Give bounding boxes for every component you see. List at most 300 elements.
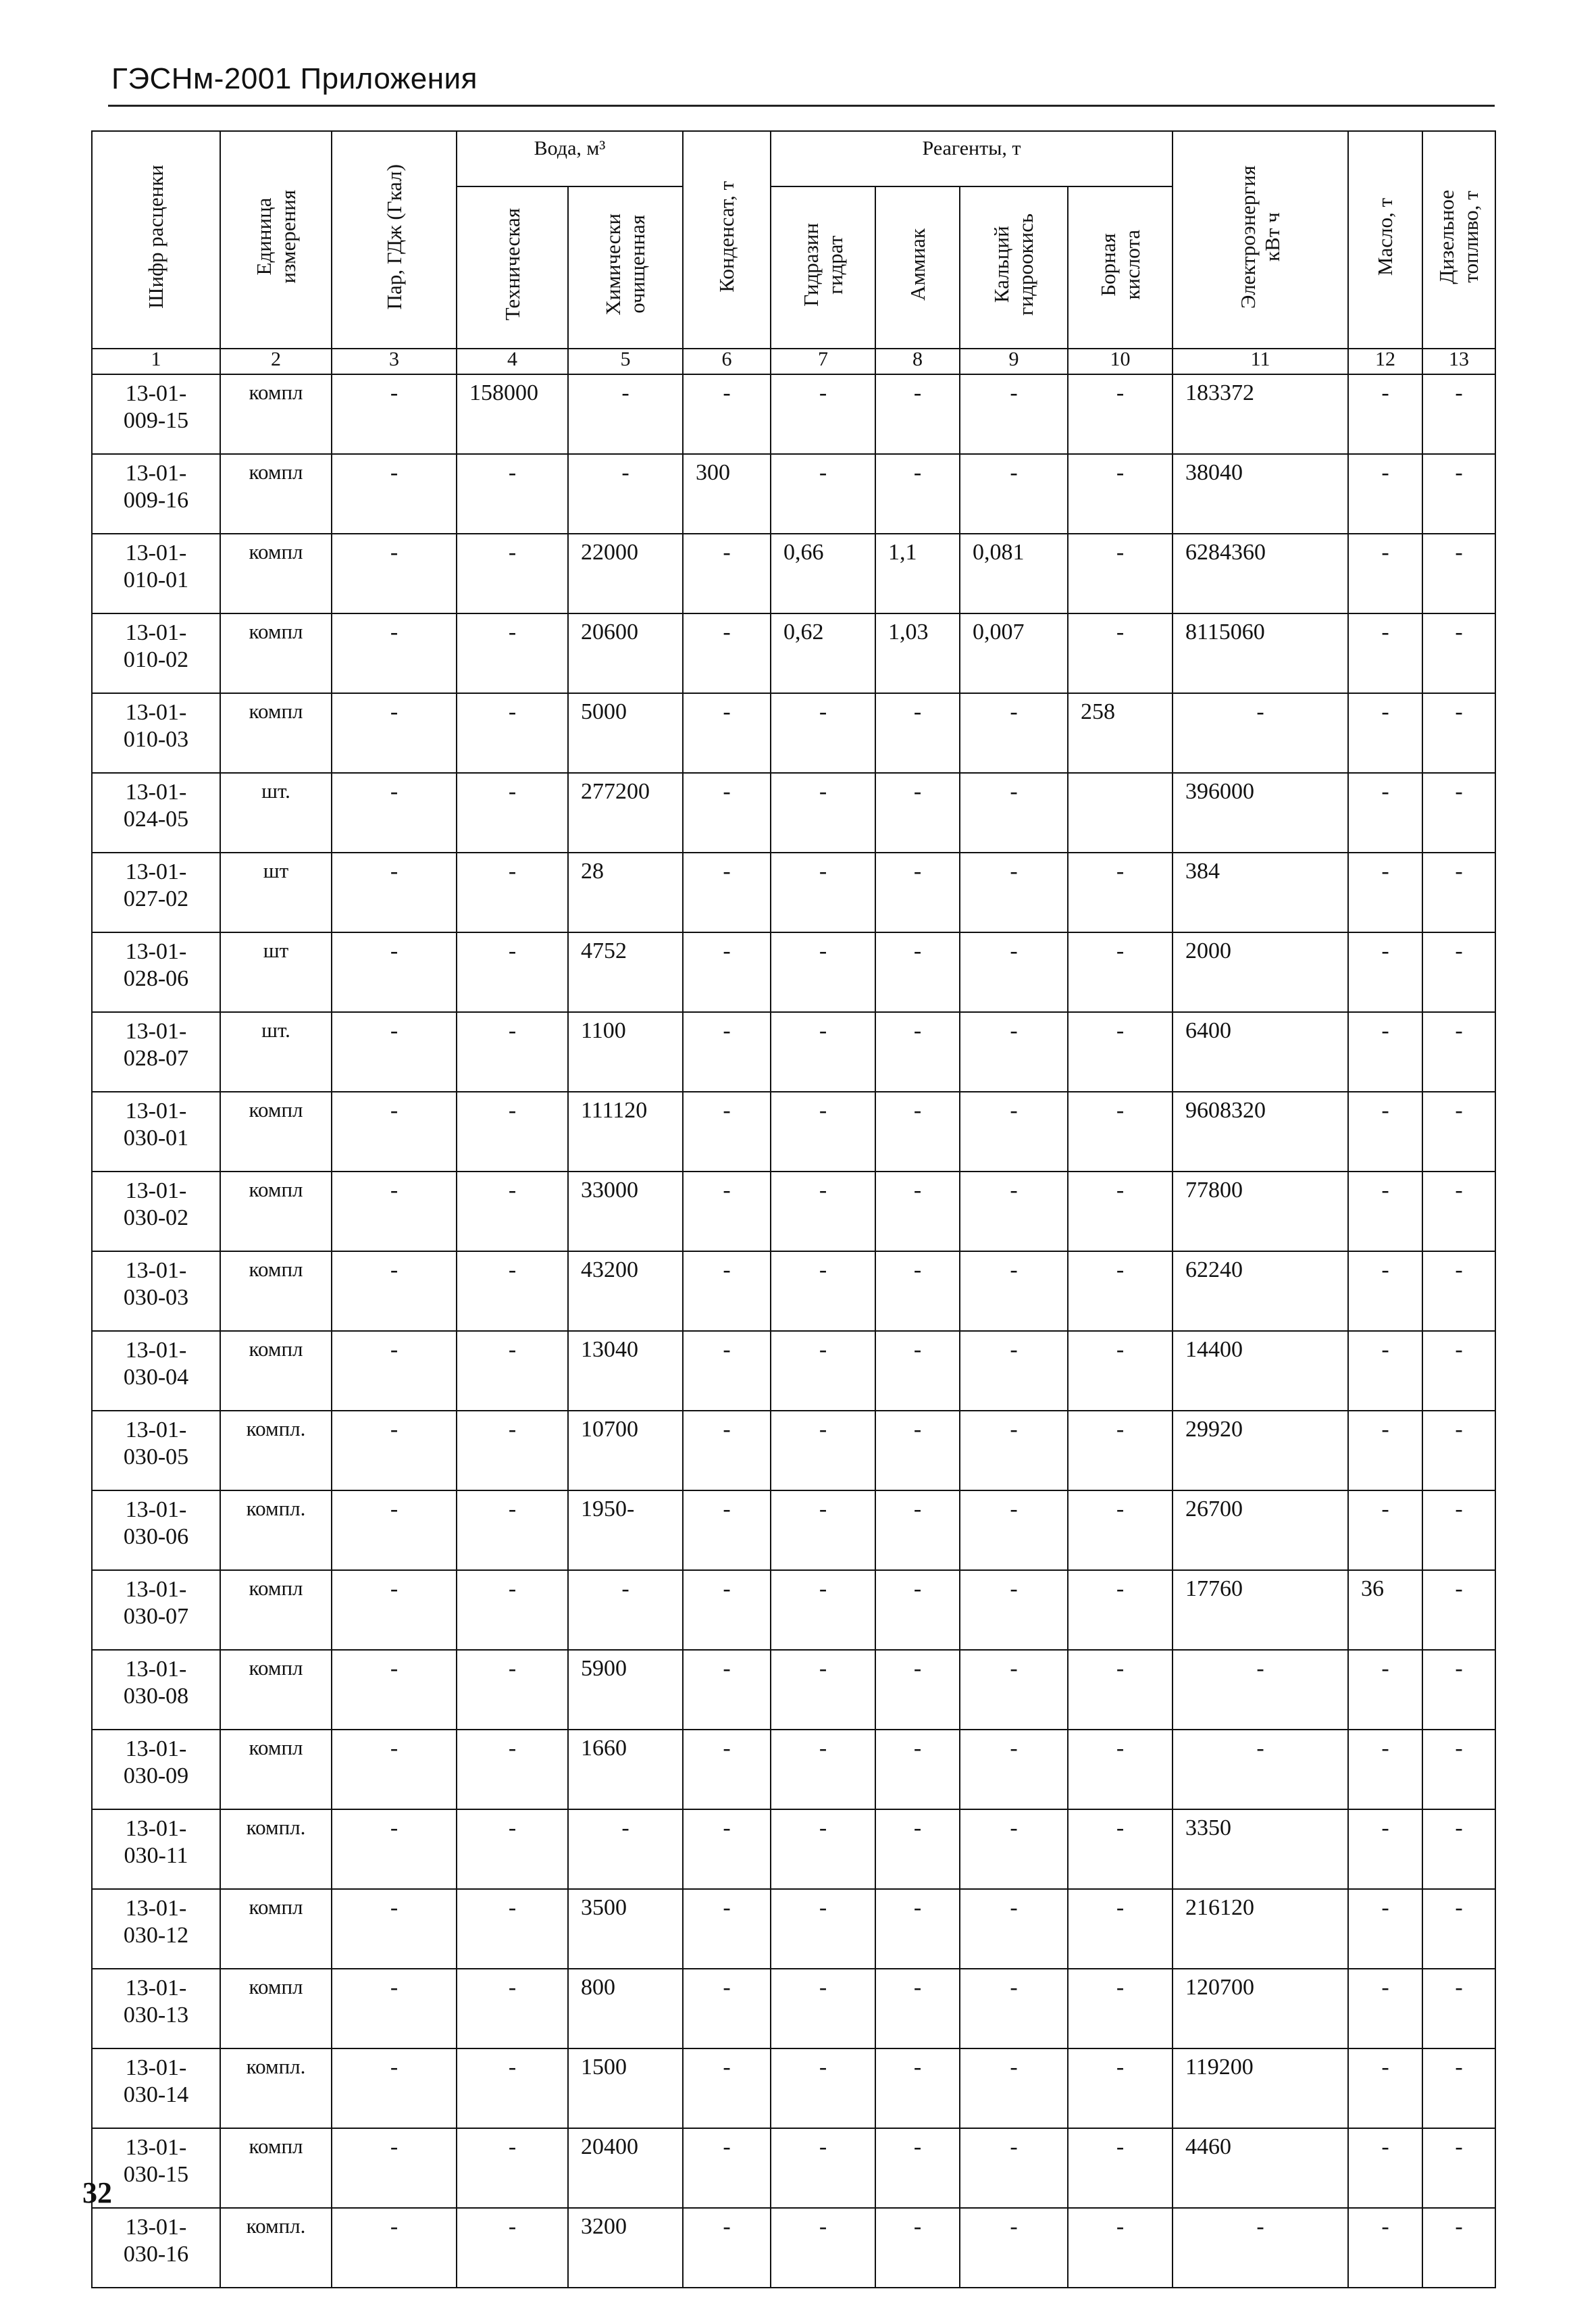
cell-c11: 4460 [1173, 2128, 1348, 2208]
cell-c6: - [683, 1969, 771, 2048]
cell-c6: - [683, 2048, 771, 2128]
cell-c9: - [960, 1251, 1068, 1331]
cell-unit: компл [220, 1331, 332, 1411]
column-number: 13 [1422, 349, 1495, 374]
col-header-4: Техническая [457, 186, 568, 349]
cell-c10: - [1068, 853, 1173, 932]
cell-c8: - [875, 1251, 960, 1331]
header-row-top [92, 131, 1495, 186]
cell-c8: - [875, 853, 960, 932]
cell-c6: - [683, 1092, 771, 1172]
table-row [92, 932, 1495, 1012]
cell-c6: - [683, 1809, 771, 1889]
table-row [92, 853, 1495, 932]
cell-c3: - [332, 2048, 457, 2128]
cell-c3: - [332, 1251, 457, 1331]
cell-c9: 0,007 [960, 613, 1068, 693]
cell-c6: - [683, 1331, 771, 1411]
cell-c9: - [960, 374, 1068, 454]
cell-c13: - [1422, 1809, 1495, 1889]
cell-code: 13-01- 030-13 [92, 1969, 220, 2048]
table-row [92, 454, 1495, 534]
cell-c11: 62240 [1173, 1251, 1348, 1331]
column-number: 1 [92, 349, 220, 374]
cell-c4: - [457, 1809, 568, 1889]
cell-code: 13-01- 028-07 [92, 1012, 220, 1092]
table-row [92, 1331, 1495, 1411]
cell-c3: - [332, 1331, 457, 1411]
cell-c3: - [332, 1490, 457, 1570]
cell-c10: - [1068, 534, 1173, 613]
cell-c13: - [1422, 1012, 1495, 1092]
cell-c5: 1950- [568, 1490, 683, 1570]
cell-c9: - [960, 1172, 1068, 1251]
cell-unit: компл [220, 1730, 332, 1809]
cell-c6: - [683, 534, 771, 613]
cell-c5: 4752 [568, 932, 683, 1012]
column-number: 11 [1173, 349, 1348, 374]
cell-c7: - [771, 2048, 875, 2128]
table-row [92, 1172, 1495, 1251]
cell-c9: - [960, 1092, 1068, 1172]
cell-unit: компл. [220, 1411, 332, 1490]
cell-c4: - [457, 454, 568, 534]
cell-c12: - [1348, 1092, 1422, 1172]
cell-c13: - [1422, 1411, 1495, 1490]
cell-c8: - [875, 1730, 960, 1809]
cell-c8: - [875, 1570, 960, 1650]
cell-c12: - [1348, 2128, 1422, 2208]
cell-c5: 800 [568, 1969, 683, 2048]
cell-c4: - [457, 853, 568, 932]
cell-c8: - [875, 693, 960, 773]
cell-c7: - [771, 932, 875, 1012]
cell-c9: - [960, 1570, 1068, 1650]
table-row [92, 1969, 1495, 2048]
cell-unit: шт [220, 853, 332, 932]
cell-c4: - [457, 1012, 568, 1092]
cell-unit: компл. [220, 2208, 332, 2288]
cell-c9: - [960, 1331, 1068, 1411]
cell-c8: - [875, 1092, 960, 1172]
cell-c13: - [1422, 693, 1495, 773]
cell-c8: - [875, 773, 960, 853]
cell-c7: - [771, 1889, 875, 1969]
cell-unit: компл [220, 1889, 332, 1969]
cell-c3: - [332, 1092, 457, 1172]
cell-c9: - [960, 454, 1068, 534]
cell-code: 13-01- 028-06 [92, 932, 220, 1012]
table-row [92, 2128, 1495, 2208]
cell-code: 13-01- 030-02 [92, 1172, 220, 1251]
col-header-7: Гидразин гидрат [771, 186, 875, 349]
cell-c8: - [875, 1650, 960, 1730]
cell-c9: 0,081 [960, 534, 1068, 613]
cell-code: 13-01- 030-04 [92, 1331, 220, 1411]
cell-c12: - [1348, 1969, 1422, 2048]
cell-c10: - [1068, 1012, 1173, 1092]
cell-c9: - [960, 693, 1068, 773]
cell-c10: - [1068, 1650, 1173, 1730]
cell-c10: - [1068, 1490, 1173, 1570]
cell-c4: - [457, 1969, 568, 2048]
cell-unit: компл [220, 1570, 332, 1650]
cell-c4: - [457, 1650, 568, 1730]
cell-c6: - [683, 2128, 771, 2208]
cell-c5: 33000 [568, 1172, 683, 1251]
cell-unit: компл. [220, 1490, 332, 1570]
cell-c9: - [960, 1650, 1068, 1730]
table-row [92, 2208, 1495, 2288]
cell-c4: - [457, 1251, 568, 1331]
cell-c10: - [1068, 1969, 1173, 2048]
cell-c5: 3200 [568, 2208, 683, 2288]
cell-c8: 1,1 [875, 534, 960, 613]
cell-c12: - [1348, 534, 1422, 613]
cell-c4: 158000 [457, 374, 568, 454]
cell-c7: - [771, 374, 875, 454]
running-head: ГЭСНм-2001 Приложения [111, 62, 478, 95]
cell-c4: - [457, 534, 568, 613]
cell-c4: - [457, 613, 568, 693]
cell-c7: - [771, 1969, 875, 2048]
cell-unit: компл [220, 1172, 332, 1251]
cell-c5: 43200 [568, 1251, 683, 1331]
col-header-5: Химически очищенная [568, 186, 683, 349]
cell-c10: 258 [1068, 693, 1173, 773]
cell-c12: - [1348, 2208, 1422, 2288]
cell-c3: - [332, 1969, 457, 2048]
resource-norms-table [91, 130, 1496, 2288]
cell-c7: 0,62 [771, 613, 875, 693]
cell-c13: - [1422, 2208, 1495, 2288]
cell-c12: - [1348, 2048, 1422, 2128]
cell-c7: - [771, 1809, 875, 1889]
cell-c10: - [1068, 613, 1173, 693]
cell-c13: - [1422, 1730, 1495, 1809]
cell-c9: - [960, 2208, 1068, 2288]
cell-c7: - [771, 1570, 875, 1650]
table-row [92, 613, 1495, 693]
cell-c6: - [683, 1411, 771, 1490]
cell-c11: 8115060 [1173, 613, 1348, 693]
cell-c12: - [1348, 1172, 1422, 1251]
cell-c10: - [1068, 1809, 1173, 1889]
cell-unit: компл [220, 1650, 332, 1730]
cell-unit: компл [220, 454, 332, 534]
cell-c13: - [1422, 1331, 1495, 1411]
cell-c6: - [683, 613, 771, 693]
cell-c7: 0,66 [771, 534, 875, 613]
cell-c4: - [457, 932, 568, 1012]
cell-c11: 216120 [1173, 1889, 1348, 1969]
cell-c3: - [332, 773, 457, 853]
cell-c10: - [1068, 1092, 1173, 1172]
cell-c13: - [1422, 853, 1495, 932]
cell-c9: - [960, 2048, 1068, 2128]
cell-code: 13-01- 010-02 [92, 613, 220, 693]
cell-c3: - [332, 2208, 457, 2288]
cell-c6: - [683, 773, 771, 853]
cell-c10: - [1068, 2128, 1173, 2208]
cell-code: 13-01- 024-05 [92, 773, 220, 853]
cell-c3: - [332, 1172, 457, 1251]
cell-c3: - [332, 374, 457, 454]
cell-c8: - [875, 1411, 960, 1490]
column-number: 6 [683, 349, 771, 374]
cell-c7: - [771, 454, 875, 534]
cell-c5: 1100 [568, 1012, 683, 1092]
cell-c8: - [875, 1012, 960, 1092]
column-number: 4 [457, 349, 568, 374]
cell-code: 13-01- 009-16 [92, 454, 220, 534]
cell-unit: компл [220, 693, 332, 773]
cell-c7: - [771, 1251, 875, 1331]
cell-c12: - [1348, 1490, 1422, 1570]
cell-c11: - [1173, 2208, 1348, 2288]
cell-c13: - [1422, 534, 1495, 613]
cell-c3: - [332, 1012, 457, 1092]
cell-c3: - [332, 454, 457, 534]
col-header-1: Шифр расценки [92, 131, 220, 349]
cell-c12: - [1348, 1251, 1422, 1331]
cell-c6: - [683, 693, 771, 773]
cell-c3: - [332, 1889, 457, 1969]
col-header-8: Аммиак [875, 186, 960, 349]
cell-c12: - [1348, 1730, 1422, 1809]
col-header-13: Дизельное топливо, т [1422, 131, 1495, 349]
cell-c4: - [457, 1092, 568, 1172]
cell-c10: - [1068, 2208, 1173, 2288]
cell-c4: - [457, 693, 568, 773]
cell-c6: - [683, 2208, 771, 2288]
cell-c10: - [1068, 1411, 1173, 1490]
cell-code: 13-01- 030-08 [92, 1650, 220, 1730]
cell-code: 13-01- 030-01 [92, 1092, 220, 1172]
cell-c7: - [771, 1411, 875, 1490]
cell-c6: - [683, 1490, 771, 1570]
cell-c9: - [960, 932, 1068, 1012]
cell-c9: - [960, 1969, 1068, 2048]
cell-c10: - [1068, 1251, 1173, 1331]
cell-code: 13-01- 030-03 [92, 1251, 220, 1331]
cell-c11: - [1173, 693, 1348, 773]
cell-c8: - [875, 1889, 960, 1969]
table-row [92, 773, 1495, 853]
cell-c3: - [332, 1411, 457, 1490]
table-row [92, 1650, 1495, 1730]
cell-c12: - [1348, 1411, 1422, 1490]
cell-c8: - [875, 932, 960, 1012]
cell-unit: компл [220, 1969, 332, 2048]
cell-c7: - [771, 2208, 875, 2288]
cell-c3: - [332, 1730, 457, 1809]
cell-c8: - [875, 454, 960, 534]
cell-c13: - [1422, 773, 1495, 853]
cell-c13: - [1422, 2128, 1495, 2208]
cell-c6: - [683, 1730, 771, 1809]
cell-c5: - [568, 1809, 683, 1889]
table-row [92, 1411, 1495, 1490]
column-number-row [92, 349, 1495, 374]
cell-c13: - [1422, 1172, 1495, 1251]
table-row [92, 1490, 1495, 1570]
table-row [92, 1012, 1495, 1092]
cell-c11: 9608320 [1173, 1092, 1348, 1172]
col-header-3: Пар, ГДж (Гкал) [332, 131, 457, 349]
cell-c9: - [960, 2128, 1068, 2208]
cell-c6: - [683, 1012, 771, 1092]
cell-c12: - [1348, 1889, 1422, 1969]
cell-c12: - [1348, 1012, 1422, 1092]
cell-c5: 20400 [568, 2128, 683, 2208]
cell-code: 13-01- 010-01 [92, 534, 220, 613]
cell-c5: 22000 [568, 534, 683, 613]
column-number: 5 [568, 349, 683, 374]
cell-code: 13-01- 030-11 [92, 1809, 220, 1889]
cell-c11: - [1173, 1730, 1348, 1809]
cell-c4: - [457, 1730, 568, 1809]
page-number: 32 [82, 2176, 112, 2209]
cell-code: 13-01- 030-14 [92, 2048, 220, 2128]
table-row [92, 1251, 1495, 1331]
cell-c11: 77800 [1173, 1172, 1348, 1251]
cell-c13: - [1422, 1251, 1495, 1331]
cell-c12: - [1348, 1331, 1422, 1411]
cell-unit: компл [220, 374, 332, 454]
cell-c8: - [875, 1331, 960, 1411]
cell-unit: компл [220, 534, 332, 613]
cell-c12: 36 [1348, 1570, 1422, 1650]
cell-unit: шт [220, 932, 332, 1012]
cell-c9: - [960, 853, 1068, 932]
cell-c6: - [683, 1570, 771, 1650]
cell-c4: - [457, 1570, 568, 1650]
cell-c13: - [1422, 1570, 1495, 1650]
cell-code: 13-01- 030-09 [92, 1730, 220, 1809]
cell-c3: - [332, 1570, 457, 1650]
cell-unit: компл [220, 1092, 332, 1172]
cell-c5: 10700 [568, 1411, 683, 1490]
cell-c7: - [771, 1092, 875, 1172]
table-row [92, 2048, 1495, 2128]
table-row [92, 374, 1495, 454]
col-header-2: Единица измерения [220, 131, 332, 349]
header-rule [108, 105, 1495, 107]
cell-c10: - [1068, 1172, 1173, 1251]
cell-c6: 300 [683, 454, 771, 534]
cell-c5: 13040 [568, 1331, 683, 1411]
cell-c9: - [960, 1411, 1068, 1490]
cell-c10: - [1068, 1889, 1173, 1969]
cell-c4: - [457, 2128, 568, 2208]
cell-c11: 120700 [1173, 1969, 1348, 2048]
cell-code: 13-01- 030-06 [92, 1490, 220, 1570]
cell-c13: - [1422, 1092, 1495, 1172]
cell-c11: 183372 [1173, 374, 1348, 454]
cell-c12: - [1348, 1650, 1422, 1730]
cell-c7: - [771, 1490, 875, 1570]
cell-c5: 277200 [568, 773, 683, 853]
cell-c13: - [1422, 1889, 1495, 1969]
group-header-water: Вода, м³ [457, 131, 683, 186]
cell-c3: - [332, 2128, 457, 2208]
cell-c3: - [332, 1650, 457, 1730]
table-row [92, 1889, 1495, 1969]
table-row [92, 534, 1495, 613]
cell-c12: - [1348, 773, 1422, 853]
cell-c5: - [568, 1570, 683, 1650]
cell-c12: - [1348, 853, 1422, 932]
cell-c10: - [1068, 2048, 1173, 2128]
cell-c8: - [875, 1490, 960, 1570]
cell-c11: 396000 [1173, 773, 1348, 853]
cell-c5: 5900 [568, 1650, 683, 1730]
cell-c4: - [457, 1411, 568, 1490]
cell-c13: - [1422, 1650, 1495, 1730]
col-header-10: Борная кислота [1068, 186, 1173, 349]
cell-unit: компл [220, 1251, 332, 1331]
cell-code: 13-01- 030-05 [92, 1411, 220, 1490]
cell-c7: - [771, 1012, 875, 1092]
cell-c6: - [683, 1251, 771, 1331]
cell-c10: - [1068, 454, 1173, 534]
cell-c13: - [1422, 374, 1495, 454]
cell-c11: 3350 [1173, 1809, 1348, 1889]
cell-c10: - [1068, 374, 1173, 454]
cell-c11: 17760 [1173, 1570, 1348, 1650]
cell-c13: - [1422, 932, 1495, 1012]
cell-c7: - [771, 853, 875, 932]
col-header-11: Электроэнергия кВт ч [1173, 131, 1348, 349]
cell-c5: - [568, 454, 683, 534]
cell-c9: - [960, 773, 1068, 853]
cell-c8: 1,03 [875, 613, 960, 693]
cell-c8: - [875, 2128, 960, 2208]
cell-c11: 384 [1173, 853, 1348, 932]
cell-c10: - [1068, 932, 1173, 1012]
cell-c10: - [1068, 1331, 1173, 1411]
table-row [92, 1730, 1495, 1809]
table-body [92, 374, 1495, 2288]
cell-c7: - [771, 1650, 875, 1730]
cell-c5: - [568, 374, 683, 454]
cell-c8: - [875, 374, 960, 454]
cell-c12: - [1348, 1809, 1422, 1889]
cell-c5: 28 [568, 853, 683, 932]
col-header-6: Конденсат, т [683, 131, 771, 349]
cell-c8: - [875, 2208, 960, 2288]
cell-code: 13-01- 010-03 [92, 693, 220, 773]
cell-c5: 5000 [568, 693, 683, 773]
cell-c6: - [683, 932, 771, 1012]
cell-c13: - [1422, 613, 1495, 693]
cell-c11: 26700 [1173, 1490, 1348, 1570]
cell-c6: - [683, 374, 771, 454]
group-header-reagents: Реагенты, т [771, 131, 1173, 186]
cell-c4: - [457, 1172, 568, 1251]
cell-unit: компл [220, 2128, 332, 2208]
cell-c11: 14400 [1173, 1331, 1348, 1411]
cell-c13: - [1422, 454, 1495, 534]
cell-c13: - [1422, 1969, 1495, 2048]
cell-code: 13-01- 027-02 [92, 853, 220, 932]
cell-c8: - [875, 1172, 960, 1251]
table-row [92, 1092, 1495, 1172]
table-row [92, 1570, 1495, 1650]
cell-c10: - [1068, 1570, 1173, 1650]
cell-c8: - [875, 1969, 960, 2048]
